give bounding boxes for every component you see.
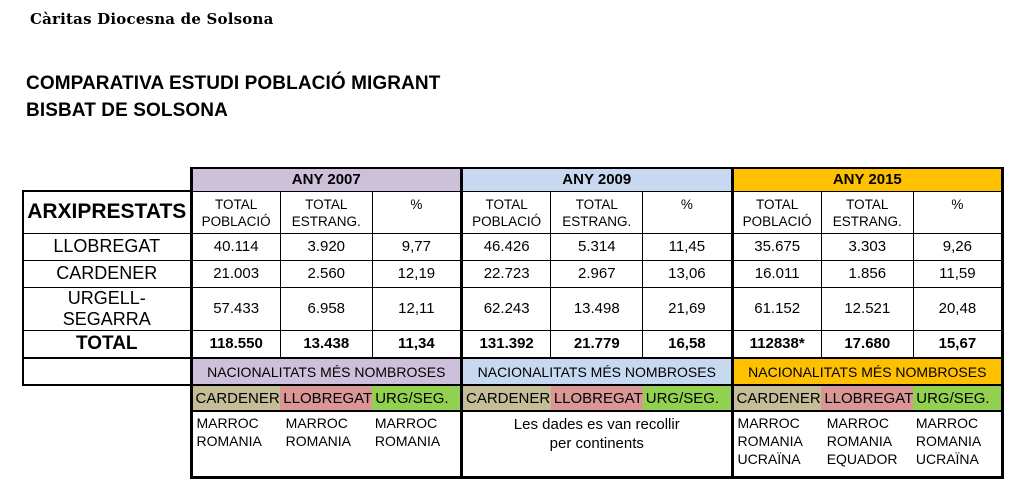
region-header-row — [23, 385, 1003, 411]
col-header-line: POBLACIÓ — [742, 213, 812, 229]
table-cell: 11,59 — [913, 260, 1002, 287]
spacer-cell — [23, 411, 191, 477]
col-header-line: TOTAL — [215, 196, 258, 212]
table-cell: 13.438 — [280, 330, 372, 358]
nationality-item: ROMANIA — [915, 433, 982, 449]
empty-cell — [23, 358, 191, 385]
table-row-total — [23, 330, 1003, 358]
table-cell: 21.779 — [551, 330, 643, 358]
col-header-line: TOTAL — [305, 196, 348, 212]
col-header-line: POBLACIÓ — [472, 213, 542, 229]
table-cell: 5.314 — [551, 233, 643, 260]
table-cell: 12,11 — [372, 287, 461, 330]
region-header-cardener: CARDENER — [191, 385, 280, 411]
table-cell: 12.521 — [821, 287, 913, 330]
col-header-line: TOTAL — [846, 196, 889, 212]
region-header-urgseg: URG/SEG. — [643, 385, 732, 411]
table-cell: 57.433 — [191, 287, 280, 330]
col-header-line: TOTAL — [756, 196, 799, 212]
col-header-pop-2015 — [732, 191, 821, 233]
region-header-urgseg: URG/SEG. — [913, 385, 1002, 411]
table-cell: 118.550 — [191, 330, 280, 358]
table-cell: 1.856 — [821, 260, 913, 287]
nationality-list — [371, 412, 460, 450]
column-header-row — [23, 191, 1003, 233]
table-cell: 131.392 — [462, 330, 551, 358]
nationality-item: ROMANIA — [826, 433, 893, 449]
year-header-2015: ANY 2015 — [732, 168, 1003, 191]
table-cell: 9,77 — [372, 233, 461, 260]
nationalities-list-row — [23, 411, 1003, 477]
nationality-list — [282, 412, 371, 450]
note-line: Les dades es van recollir — [513, 416, 680, 433]
table-cell: 11,45 — [643, 233, 732, 260]
table-cell: 112838* — [732, 330, 821, 358]
table-cell: 16.011 — [732, 260, 821, 287]
table-cell: 46.426 — [462, 233, 551, 260]
region-header-cardener: CARDENER — [462, 385, 551, 411]
table-cell: 16,58 — [643, 330, 732, 358]
row-label: URGELL-SEGARRA — [23, 287, 191, 330]
nationalities-title-2009: NACIONALITATS MÉS NOMBROSES — [462, 358, 733, 385]
nationality-item: ROMANIA — [374, 433, 441, 449]
col-header-line: TOTAL — [575, 196, 618, 212]
table-cell: 2.967 — [551, 260, 643, 287]
nationality-item: MARROC — [196, 415, 259, 431]
col-header-line: ESTRANG. — [832, 213, 902, 229]
table-cell: 13,06 — [643, 260, 732, 287]
col-header-pop-2007 — [191, 191, 280, 233]
col-header-line: ESTRANG. — [562, 213, 632, 229]
nationality-item: MARROC — [915, 415, 979, 431]
col-header-pct-2007: % — [372, 191, 461, 233]
nationality-item: EQUADOR — [826, 451, 898, 467]
table-cell: 20,48 — [913, 287, 1002, 330]
corner-label: ARXIPRESTATS — [23, 191, 191, 233]
note-line: per continents — [549, 435, 644, 452]
page-title-line1: COMPARATIVA ESTUDI POBLACIÓ MIGRANT — [26, 73, 441, 94]
comparison-table — [22, 167, 1004, 479]
page-title-line2: BISBAT DE SOLSONA — [26, 100, 228, 121]
nationality-list — [193, 412, 282, 450]
col-header-pop-2009 — [462, 191, 551, 233]
nationality-list — [734, 412, 823, 468]
table-cell: 3.920 — [280, 233, 372, 260]
nationality-list — [912, 412, 1001, 468]
row-label: LLOBREGAT — [23, 233, 191, 260]
table-cell: 35.675 — [732, 233, 821, 260]
nationality-item: MARROC — [285, 415, 348, 431]
corner-spacer — [23, 168, 191, 191]
region-header-urgseg: URG/SEG. — [372, 385, 461, 411]
col-header-line: POBLACIÓ — [201, 213, 271, 229]
region-header-llobregat: LLOBREGAT — [821, 385, 913, 411]
year-header-row — [23, 168, 1003, 191]
region-header-llobregat: LLOBREGAT — [280, 385, 372, 411]
col-header-estr-2015 — [821, 191, 913, 233]
total-label: TOTAL — [23, 330, 191, 358]
row-label: CARDENER — [23, 260, 191, 287]
nationalities-title-2015: NACIONALITATS MÉS NOMBROSES — [732, 358, 1003, 385]
nationality-item: MARROC — [374, 415, 438, 431]
table-cell: 61.152 — [732, 287, 821, 330]
table-cell: 12,19 — [372, 260, 461, 287]
nationality-list — [823, 412, 912, 468]
spacer-cell — [23, 385, 191, 411]
table-cell: 17.680 — [821, 330, 913, 358]
table-cell: 13.498 — [551, 287, 643, 330]
year-header-2007: ANY 2007 — [191, 168, 462, 191]
table-cell: 21,69 — [643, 287, 732, 330]
nationality-item: MARROC — [737, 415, 800, 431]
table-cell: 9,26 — [913, 233, 1002, 260]
table-cell: 21.003 — [191, 260, 280, 287]
nationality-item: MARROC — [826, 415, 889, 431]
nationality-item: ROMANIA — [285, 433, 352, 449]
nationality-item: ROMANIA — [196, 433, 262, 449]
table-cell: 62.243 — [462, 287, 551, 330]
year-header-2009: ANY 2009 — [462, 168, 733, 191]
table-cell: 6.958 — [280, 287, 372, 330]
col-header-estr-2009 — [551, 191, 643, 233]
table-row-urgell-segarra — [23, 287, 1003, 330]
region-header-llobregat: LLOBREGAT — [551, 385, 643, 411]
table-row-llobregat — [23, 233, 1003, 260]
region-header-cardener: CARDENER — [732, 385, 821, 411]
nationalities-2009-note — [462, 411, 733, 477]
col-header-estr-2007 — [280, 191, 372, 233]
nationality-item: ROMANIA — [737, 433, 803, 449]
nationality-item: UCRAÏNA — [915, 451, 979, 467]
org-title: Càritas Diocesna de Solsona — [30, 10, 274, 28]
nationality-item: UCRAÏNA — [737, 451, 801, 467]
nationalities-title-2007: NACIONALITATS MÉS NOMBROSES — [191, 358, 462, 385]
nationalities-title-row — [23, 358, 1003, 385]
col-header-line: ESTRANG. — [291, 213, 361, 229]
nationalities-2007 — [191, 411, 462, 477]
table-cell: 3.303 — [821, 233, 913, 260]
table-cell: 2.560 — [280, 260, 372, 287]
page-title — [26, 70, 440, 124]
table-cell: 22.723 — [462, 260, 551, 287]
col-header-line: TOTAL — [485, 196, 528, 212]
col-header-pct-2015: % — [913, 191, 1002, 233]
table-cell: 11,34 — [372, 330, 461, 358]
nationalities-2015 — [732, 411, 1003, 477]
table-cell: 15,67 — [913, 330, 1002, 358]
table-cell: 40.114 — [191, 233, 280, 260]
col-header-pct-2009: % — [643, 191, 732, 233]
table-row-cardener — [23, 260, 1003, 287]
note-text — [463, 412, 731, 453]
